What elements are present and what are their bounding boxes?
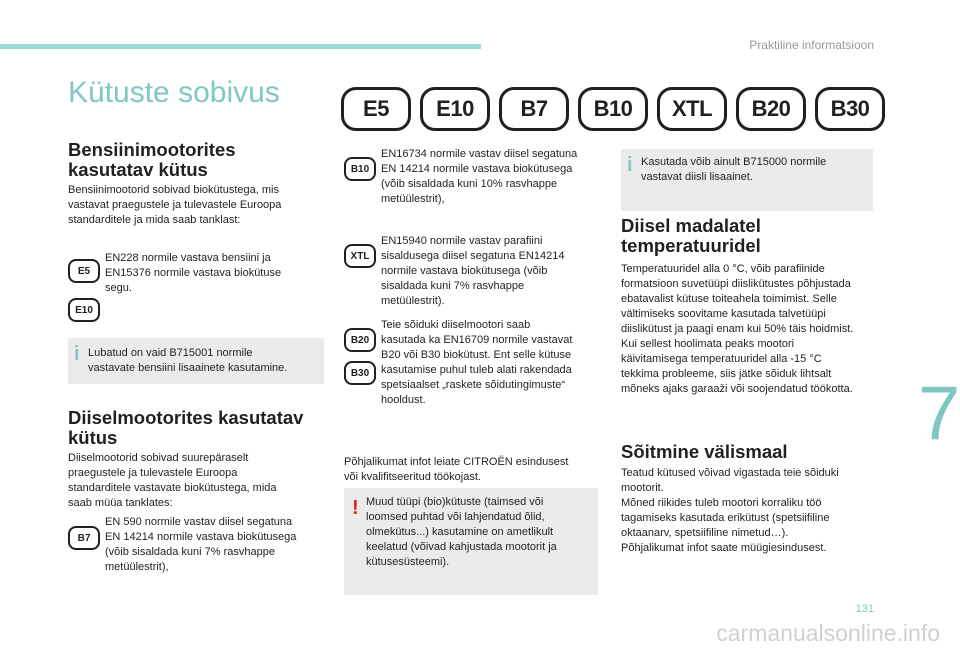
warning-line: kütusesüsteemi). (366, 556, 450, 568)
b2030-desc-line: spetsiaalset „raskete sõidutingimuste“ (381, 379, 566, 391)
info-icon: i (74, 343, 80, 365)
info-icon: i (627, 154, 633, 176)
diesel-note-line: vastavat diisli lisaainet. (641, 171, 753, 183)
warning-line: keelatud (võivad kahjustada mootorit ja (366, 541, 557, 553)
petrol-note-line: Lubatud on vaid B715001 normile (88, 347, 253, 359)
page-number: 131 (855, 603, 874, 615)
diesel-intro-line: Diiselmootorid sobivad suurepäraselt (68, 452, 249, 464)
petrol-heading-line1: Bensiinimootorites (68, 139, 236, 160)
xtl-desc-line: sisaldada kuni 7% rasvhappe (381, 280, 525, 292)
b10-description (381, 147, 606, 207)
fuel-badge-xtl: XTL (657, 87, 727, 131)
warning-note (344, 488, 598, 595)
petrol-intro-line: vastavat praegustele ja tulevastele Euroopa (68, 199, 282, 211)
diesel-intro-line: praegustele ja tulevastele Euroopa (68, 467, 238, 479)
fuel-badge-b20: B20 (736, 87, 806, 131)
warning-icon: ! (352, 497, 359, 519)
petrol-desc-line: segu. (105, 282, 132, 294)
cold-line: formatsioon suvetüüpi diislikütustes põhjustada (621, 278, 851, 290)
cold-line: ebatavalist kütuse toiteahela toimimist. Selle (621, 293, 837, 305)
chapter-number: 7 (918, 371, 960, 456)
cold-heading-line2: temperatuuridel (621, 235, 761, 256)
diesel-additive-note (621, 149, 873, 211)
b7-desc-line: EN 14214 normile vastava biokütusega (105, 531, 297, 543)
b7-description (105, 515, 330, 575)
b2030-desc-line: kasutada ka EN16709 normile vastavat (381, 334, 573, 346)
diesel-intro-line: standarditele vastavate biokütustega, mida (68, 482, 277, 494)
cold-line: vältimiseks soovitame kasutada talvetüüpi (621, 308, 826, 320)
petrol-desc-line: EN15376 normile vastava biokütuse (105, 267, 282, 279)
cold-line: diislikütust ja paagi enam kui 50% täis hoidmist. (621, 323, 854, 335)
abroad-heading-text: Sõitmine välismaal (621, 441, 788, 462)
petrol-info-note (68, 338, 324, 384)
fuel-badge-small-b20: B20 (344, 328, 376, 352)
fuel-badge-small-e5: E5 (68, 259, 100, 283)
b7-desc-line: EN 590 normile vastav diisel segatuna (105, 516, 293, 528)
warning-line: olmekütus...) kasutamine on ametlikult (366, 526, 554, 538)
petrol-intro (68, 183, 328, 228)
b2030-desc-line: B20 või B30 biokütust. Ent selle kütuse (381, 349, 572, 361)
xtl-desc-line: EN15940 normile vastav parafiini (381, 235, 543, 247)
fuel-badge-e5: E5 (341, 87, 411, 131)
cold-line: mõneks ajaks garaaži või soojendatud töökotta. (621, 383, 853, 395)
petrol-intro-line: Bensiinimootorid sobivad biokütustega, mis (68, 184, 279, 196)
petrol-desc-line: EN228 normile vastava bensiini ja (105, 252, 271, 264)
abroad-line: oktaanarv, spetsiifiline nimetud…). (621, 527, 789, 539)
cold-body (621, 262, 886, 397)
chapter-tab (908, 371, 960, 456)
fuel-badge-small-b10: B10 (344, 157, 376, 181)
xtl-desc-line: metüülestrit). (381, 295, 445, 307)
abroad-body (621, 466, 886, 556)
xtl-description (381, 234, 606, 309)
abroad-line: mootorit. (621, 482, 664, 494)
cold-heading (621, 216, 881, 256)
fuel-badge-small-e10: E10 (68, 298, 100, 322)
petrol-intro-line: standarditele ja mida saab tanklast: (68, 214, 241, 226)
fuel-badge-e10: E10 (420, 87, 490, 131)
fuel-badge-b10: B10 (578, 87, 648, 131)
b10-desc-line: metüülestrit), (381, 193, 445, 205)
petrol-note-line: vastavate bensiini lisaainete kasutamine. (88, 362, 288, 374)
warning-line: Muud tüüpi (bio)kütuste (taimsed või (366, 496, 544, 508)
petrol-description (105, 251, 325, 296)
diesel-intro-line: saab müüa tanklates: (68, 497, 173, 509)
b10-desc-line: (võib sisaldada kuni 10% rasvhappe (381, 178, 558, 190)
petrol-heading-line2: kasutatav kütus (68, 159, 208, 180)
cold-line: Temperatuuridel alla 0 °C, võib parafiinide (621, 263, 825, 275)
watermark: carmanualsonline.info (716, 620, 940, 646)
diesel-heading (68, 408, 328, 448)
cold-line: tekkima probleeme, siis jätke sõiduk lihtsalt (621, 368, 832, 380)
dealer-info-line: Põhjalikumat infot leiate CITROËN esindusest (344, 456, 569, 468)
b7-desc-line: (võib sisaldada kuni 7% rasvhappe (105, 546, 275, 558)
cold-heading-line1: Diisel madalatel (621, 215, 761, 236)
b7-desc-line: metüülestrit), (105, 561, 169, 573)
abroad-line: tagamiseks kasutada erikütust (spetsiifiline (621, 512, 830, 524)
abroad-line: Mõned riikides tuleb mootori korraliku töö (621, 497, 822, 509)
b2030-desc-line: hooldust. (381, 394, 426, 406)
fuel-badge-small-xtl: XTL (344, 244, 376, 268)
b2030-desc-line: kasutamise puhul tuleb alati rakendada (381, 364, 572, 376)
diesel-note-line: Kasutada võib ainult B715000 normile (641, 156, 827, 168)
diesel-heading-line2: kütus (68, 427, 118, 448)
abroad-line: Teatud kütused võivad vigastada teie sõiduki (621, 467, 839, 479)
b2030-desc-line: Teie sõiduki diiselmootori saab (381, 319, 531, 331)
dealer-info-line: või kvalifitseeritud töökojast. (344, 471, 481, 483)
header-accent-bar (0, 44, 481, 49)
abroad-heading (621, 442, 881, 462)
abroad-line: Põhjalikumat infot saate müügiesindusest. (621, 542, 827, 554)
warning-line: loomsed puhtad või lahjendatud õlid, (366, 511, 545, 523)
xtl-desc-line: normile vastava biokütusega (võib (381, 265, 548, 277)
diesel-intro (68, 451, 328, 511)
cold-line: käivitamisega temperatuuridel alla -15 °C (621, 353, 822, 365)
petrol-heading (68, 140, 328, 180)
dealer-info (344, 455, 604, 485)
diesel-heading-line1: Diiselmootorites kasutatav (68, 407, 304, 428)
fuel-badge-b7: B7 (499, 87, 569, 131)
fuel-badge-b30: B30 (815, 87, 885, 131)
page-title: Kütuste sobivus (68, 76, 280, 109)
cold-line: Kui sellest hoolimata peaks mootori (621, 338, 795, 350)
b20-b30-description (381, 318, 606, 408)
b10-desc-line: EN 14214 normile vastava biokütusega (381, 163, 573, 175)
xtl-desc-line: sisaldusega diisel segatuna EN14214 (381, 250, 565, 262)
b10-desc-line: EN16734 normile vastav diisel segatuna (381, 148, 578, 160)
fuel-badge-small-b7: B7 (68, 526, 100, 550)
section-header: Praktiline informatsioon (749, 38, 874, 52)
fuel-badge-small-b30: B30 (344, 361, 376, 385)
